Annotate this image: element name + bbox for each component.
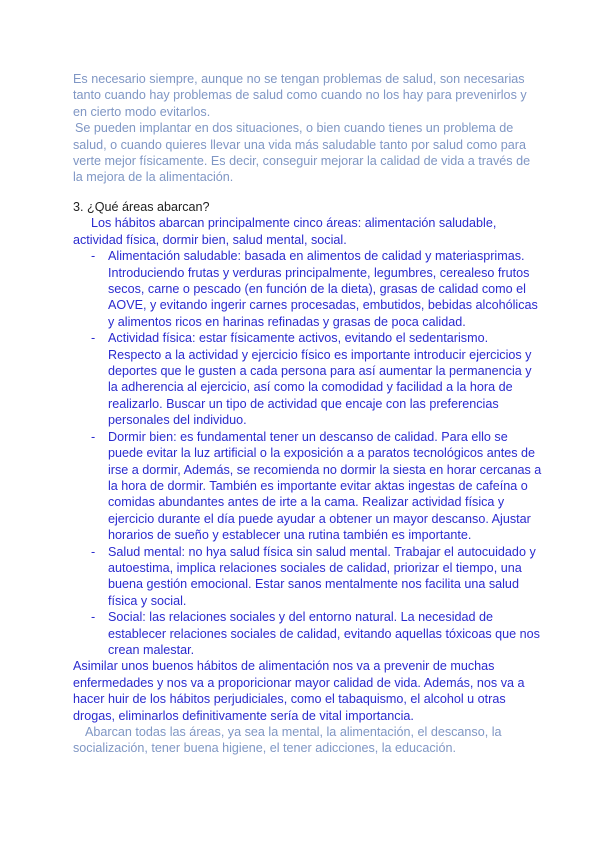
list-item-text: Actividad física: estar físicamente activos, evitando el sedentarismo. Respecto a la actividad y ejercicio físico es importante introducir ejercicios y deportes que le gusten a cada persona para así aumentar la permanencia y la adherencia al ejercicio, así como la comodidad y facilidad a la hora de realizarlo. Buscar un tipo de actividad que encaje con las preferencias personales del individuo. (108, 331, 532, 428)
list-item-text: Salud mental: no hya salud física sin salud mental. Trabajar el autocuidado y autoestima, implica relaciones sociales de calidad, priorizar el tiempo, una buena gestión emocional. Estar sanos mentalmente nos facilita una salud física y social. (108, 544, 536, 608)
list-item-social (73, 609, 543, 658)
list-item-alimentacion (73, 248, 543, 330)
list-dash: - (91, 610, 96, 625)
list-item-text: Alimentación saludable: basada en alimentos de calidad y materiasprimas. Introduciendo frutas y verduras principalmente, legumbres, cerealeso frutos secos, carne o pescado (en función de la dieta), grasas de calidad como el AOVE, y evitando ingerir carnes procesadas, embutidos, bebidas alcohólicas y alimentos ricos en harinas refinadas y grasas de poca calidad. (108, 249, 538, 329)
list-item-dormir (73, 429, 543, 544)
final-paragraph: Abarcan todas las áreas, ya sea la mental, la alimentación, el descanso, la socialización, tener buena higiene, el tener adicciones, la educación. (73, 725, 502, 756)
list-dash: - (91, 331, 96, 346)
list-item-salud-mental (73, 544, 543, 610)
intro-paragraph-2: Se pueden implantar en dos situaciones, o bien cuando tienes un problema de salud, o cuando quieres llevar una vida más saludable tanto por salud como para verte mejor físicamente. Es decir, conseguir mejorar la calidad de vida a través de la mejora de la alimentación. (73, 121, 531, 185)
list-item-text: Dormir bien: es fundamental tener un descanso de calidad. Para ello se puede evitar la luz artificial o la exposición a a paratos tecnológicos antes de irse a dormir, Además, se recomienda no dormir la siesta en horar cercanas a la hora de dormir. También es importante evitar aktas ingestas de cafeína o comidas abundantes antes de irte a la cama. Realizar actividad física y ejercicio durante el día puede ayudar a obtener un mayor descanso. Ajustar horarios de sueño y establecer una rutina también es importante. (108, 429, 542, 543)
list-item-actividad (73, 330, 543, 428)
section-heading: 3. ¿Qué áreas abarcan? (73, 200, 210, 214)
list-dash: - (91, 544, 96, 559)
list-item-text: Social: las relaciones sociales y del entorno natural. La necesidad de establecer relaciones sociales de calidad, evitando aquellas tóxicoas que nos crean malestar. (108, 610, 540, 657)
section-3 (73, 199, 543, 757)
section-lead-paragraph: Los hábitos abarcan principalmente cinco áreas: alimentación saludable, actividad física, dormir bien, salud mental, social. (73, 216, 497, 247)
closing-paragraph: Asimilar unos buenos hábitos de alimentación nos va a prevenir de muchas enfermedades y nos va a proporicionar mayor calidad de vida. Además, nos va a hacer huir de los hábitos perjudiciales, como el tabaquismo, el alcohol u otras drogas, eliminarlos definitivamente sería de vital importancia. (73, 659, 525, 723)
intro-section (73, 71, 543, 186)
intro-paragraph-1: Es necesario siempre, aunque no se tengan problemas de salud, son necesarias tanto cuando hay problemas de salud como cuando no los hay para prevenirlos y en cierto modo evitarlos. (73, 72, 527, 119)
list-dash: - (91, 249, 96, 264)
list-dash: - (91, 429, 96, 444)
areas-list (73, 248, 543, 658)
